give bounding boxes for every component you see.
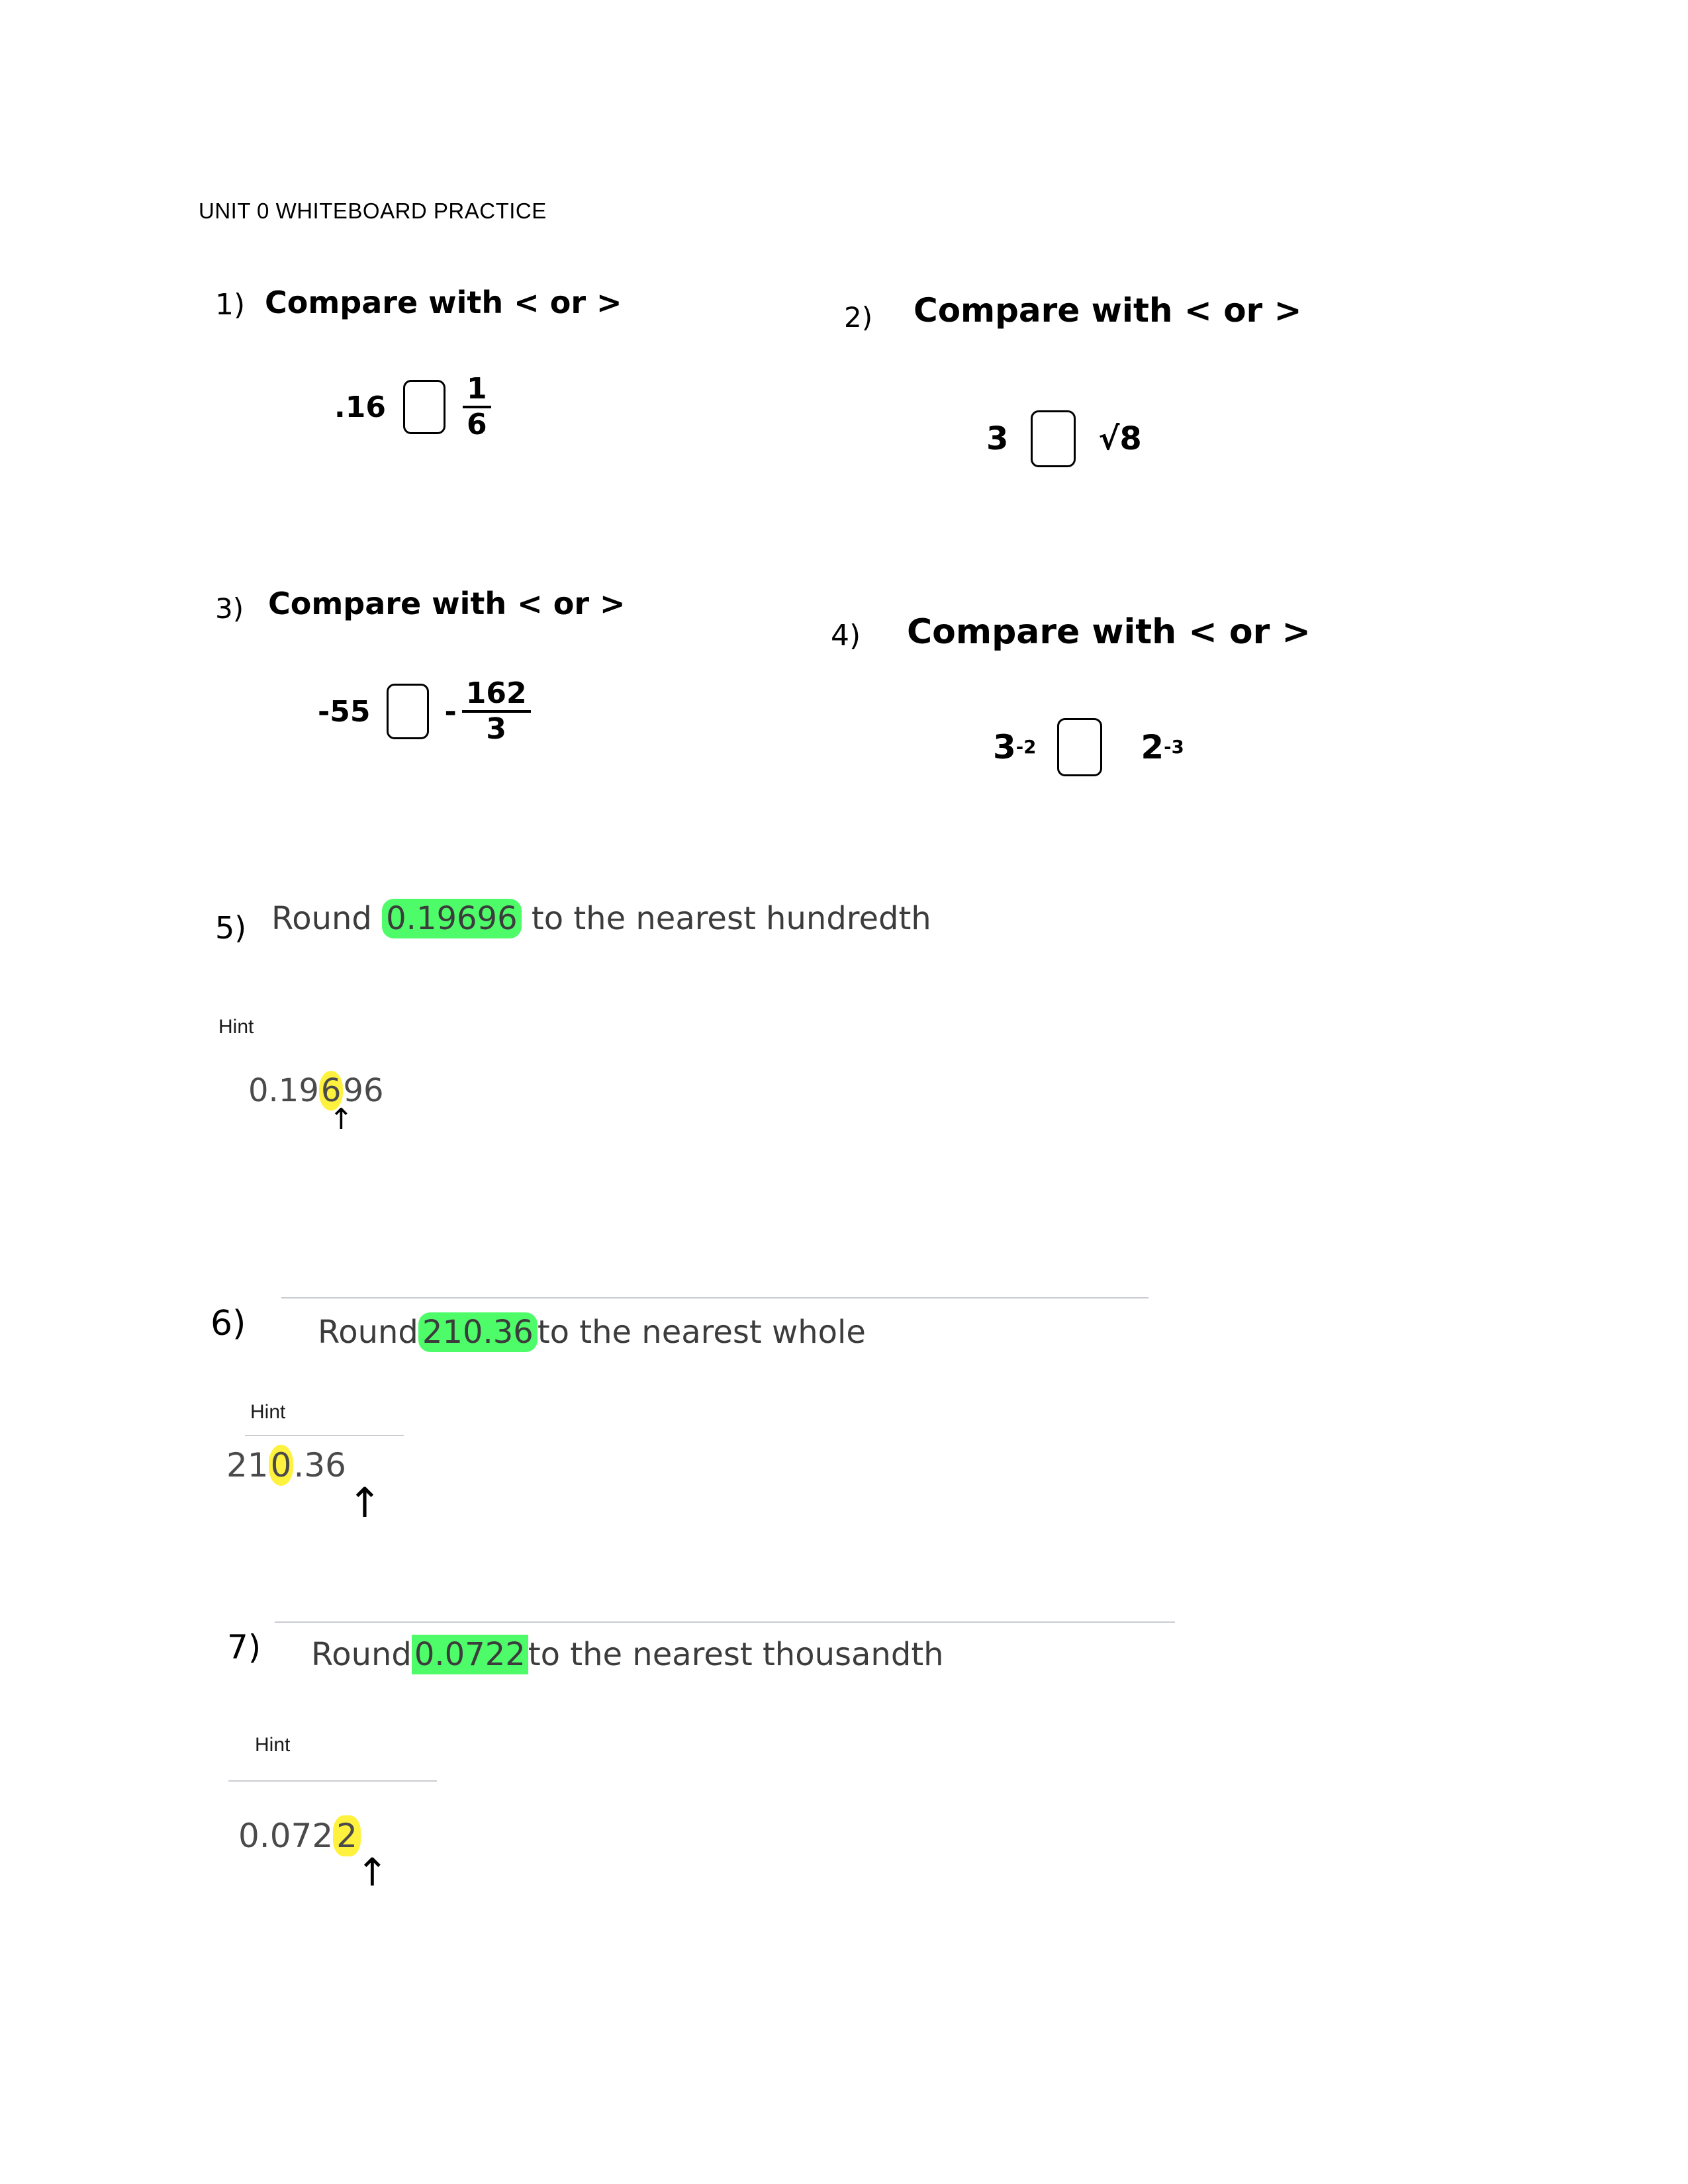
problem-6-value: 210.36 [418, 1312, 538, 1352]
problem-7-text-after: to the nearest thousandth [528, 1636, 944, 1673]
problem-6-hint-value [226, 1446, 346, 1484]
problem-7-number: 7) [227, 1628, 261, 1666]
problem-1-numerator: 1 [463, 374, 491, 408]
problem-1-denominator: 6 [466, 408, 487, 442]
problem-4-right-base: 2 [1141, 728, 1164, 766]
problem-7-hint-label: Hint [255, 1734, 291, 1756]
problem-2-number: 2) [844, 301, 873, 334]
problem-4-left-exponent: -2 [1015, 737, 1037, 758]
up-arrow-icon: ↑ [329, 1103, 353, 1136]
problem-1-prompt: Compare with < or > [265, 285, 622, 320]
problem-5-value: 0.19696 [382, 899, 522, 938]
problem-6-text-before: Round [318, 1314, 418, 1351]
problem-5-hint-label: Hint [218, 1016, 254, 1038]
up-arrow-icon: ↑ [348, 1479, 382, 1527]
problem-3-numerator: 162 [462, 678, 531, 713]
problem-5-hint-marked-digit: 6 [319, 1071, 344, 1111]
problem-2-left-value: 3 [986, 420, 1009, 457]
problem-1-expression [334, 374, 491, 440]
problem-5-statement [271, 900, 931, 937]
problem-6-hint-after: .36 [293, 1446, 346, 1484]
problem-3-prompt: Compare with < or > [268, 586, 626, 621]
problem-2-answer-box[interactable] [1031, 410, 1076, 467]
problem-5-hint-value [248, 1072, 384, 1109]
problem-5-hint-before: 0.19 [248, 1072, 319, 1109]
problem-6-number: 6) [211, 1304, 246, 1343]
problem-3-number: 3) [215, 592, 244, 625]
problem-2-prompt: Compare with < or > [914, 291, 1302, 330]
problem-5-hint-after: 96 [343, 1072, 384, 1109]
problem-2-expression [986, 410, 1142, 467]
problem-1-answer-box[interactable] [403, 380, 445, 434]
problem-5-text-after: to the nearest hundredth [531, 900, 931, 937]
problem-5-text-before: Round [271, 900, 372, 937]
problem-4-left-base: 3 [993, 728, 1016, 766]
problem-2-right-value: √8 [1098, 420, 1142, 457]
problem-3-left-value: -55 [318, 694, 371, 729]
divider-1 [281, 1297, 1149, 1298]
problem-7-hint-marked-digit: 2 [333, 1815, 361, 1856]
problem-1-number: 1) [215, 288, 246, 322]
problem-4-answer-box[interactable] [1057, 718, 1102, 776]
problem-7-hint-before: 0.072 [238, 1817, 334, 1855]
problem-4-right-exponent: -3 [1164, 737, 1184, 758]
divider-3 [275, 1621, 1175, 1623]
problem-3-right-fraction [462, 678, 531, 745]
problem-5-number: 5) [215, 910, 247, 946]
problem-4-prompt: Compare with < or > [907, 612, 1311, 652]
problem-7-statement [311, 1636, 944, 1673]
problem-3-right-sign: - [444, 694, 457, 729]
problem-6-hint-before: 21 [226, 1446, 269, 1484]
divider-2 [245, 1435, 404, 1436]
problem-3-denominator: 3 [486, 712, 506, 747]
problem-7-text-before: Round [311, 1636, 412, 1673]
page-title: UNIT 0 WHITEBOARD PRACTICE [199, 199, 547, 223]
problem-1-right-fraction [463, 374, 491, 440]
problem-6-hint-label: Hint [250, 1401, 286, 1423]
problem-6-hint-marked-digit: 0 [269, 1445, 294, 1486]
problem-4-number: 4) [831, 619, 861, 653]
divider-4 [228, 1780, 437, 1782]
problem-4-expression [993, 718, 1184, 776]
problem-1-left-value: .16 [334, 390, 386, 424]
up-arrow-icon: ↑ [356, 1850, 389, 1895]
problem-7-value: 0.0722 [412, 1635, 528, 1674]
problem-3-expression [318, 678, 531, 745]
problem-6-statement [318, 1314, 866, 1351]
problem-6-text-after: to the nearest whole [537, 1314, 866, 1351]
problem-3-answer-box[interactable] [387, 684, 429, 739]
problem-7-hint-value [238, 1817, 361, 1855]
